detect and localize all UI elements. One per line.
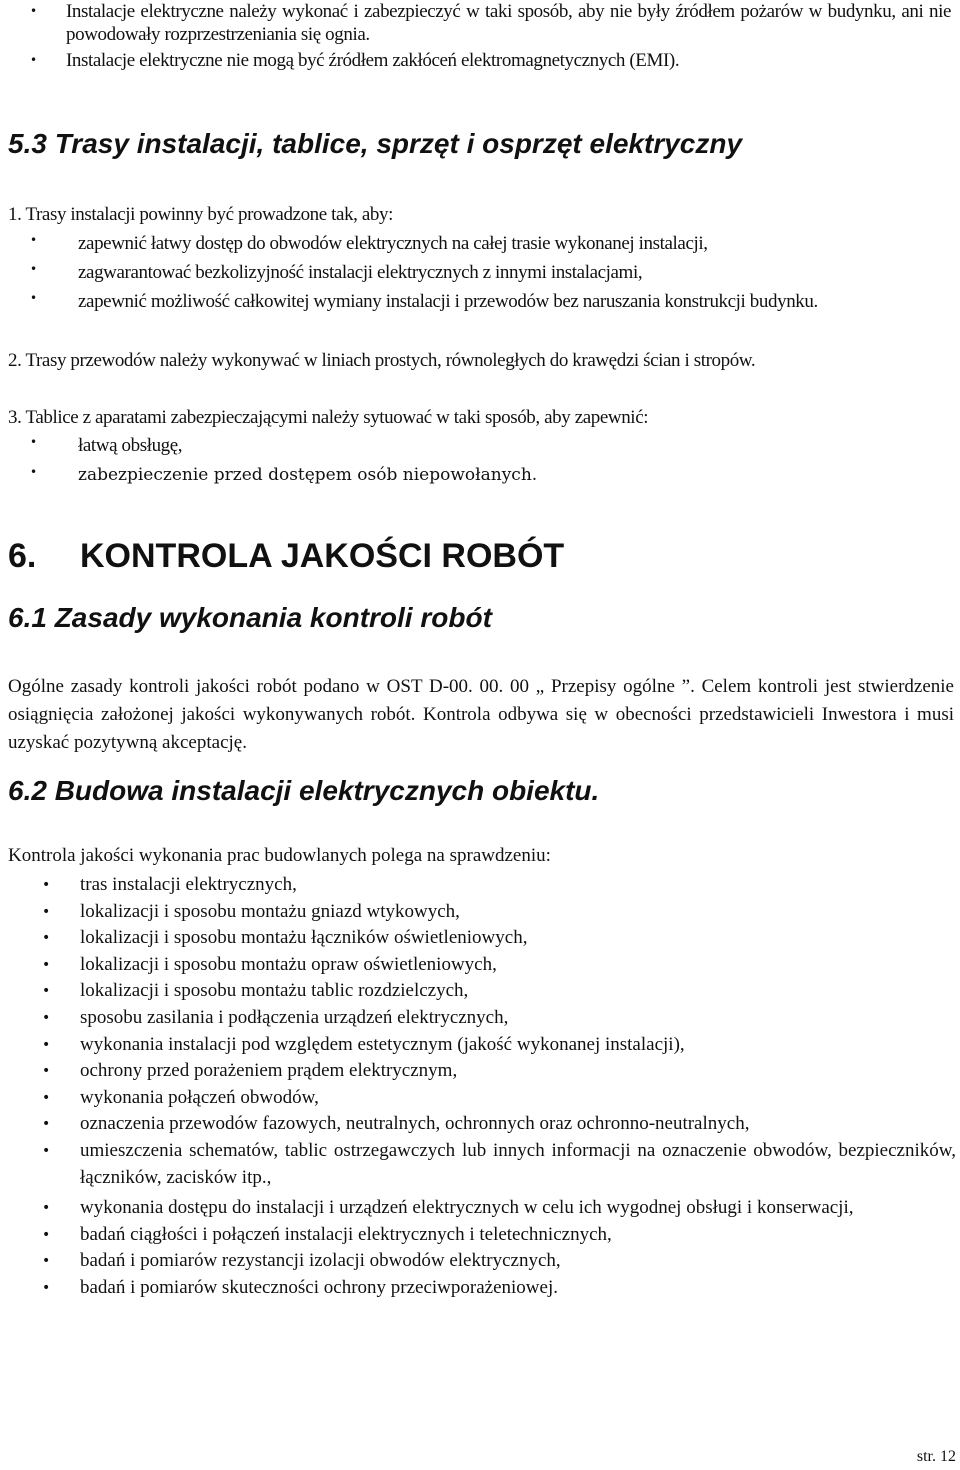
section-6-1-heading: 6.1 Zasady wykonania kontroli robót: [8, 602, 492, 633]
item-1-text: 1. Trasy instalacji powinny być prowadzone tak, aby:: [8, 204, 393, 225]
bullet-icon: •: [42, 1253, 51, 1270]
check-item-text: lokalizacji i sposobu montażu opraw oświetleniowych,: [80, 953, 497, 975]
bullet-icon: •: [42, 877, 51, 893]
item-1-bullet-text: zagwarantować bezkolizyjność instalacji elektrycznych z innymi instalacjami,: [78, 262, 643, 283]
item-3-text: 3. Tablice z aparatami zabezpieczającymi należy sytuować w taki sposób, aby zapewnić:: [8, 407, 649, 428]
section-6-2-intro: Kontrola jakości wykonania prac budowlanych polega na sprawdzeniu:: [8, 845, 551, 866]
check-item-text: wykonania połączeń obwodów,: [80, 1086, 319, 1108]
section-6-number: 6.: [8, 537, 37, 575]
list-item: [42, 1032, 956, 1059]
check-item-text: wykonania instalacji pod względem estetycznym (jakość wykonanej instalacji),: [80, 1033, 685, 1055]
item-3-bullet-list: [30, 435, 948, 495]
list-item: [30, 0, 951, 46]
bullet-icon: •: [42, 1009, 51, 1026]
check-item-text: tras instalacji elektrycznych,: [80, 874, 297, 895]
section-6-title: KONTROLA JAKOŚCI ROBÓT: [80, 537, 565, 575]
list-item: [30, 291, 948, 320]
intro-bullet-text: Instalacje elektryczne należy wykonać i zabezpieczyć w taki sposób, aby nie były źródłem pożarów w budynku, ani nie powodowały rozprzestrzeniania się ognia.: [66, 1, 951, 45]
item-1-bullet-list: [30, 233, 948, 320]
check-item-text: umieszczenia schematów, tablic ostrzegawczych lub innych informacji na oznaczenie obwodów, bezpieczników, łączników, zacisków itp.,: [80, 1139, 956, 1188]
bullet-icon: •: [30, 233, 37, 247]
bullet-icon: •: [42, 930, 51, 947]
list-item: [30, 262, 948, 291]
section-6-2-bullet-list: [42, 872, 956, 1302]
check-item-text: badań i pomiarów skuteczności ochrony przeciwporażeniowej.: [80, 1276, 558, 1298]
check-item-text: badań i pomiarów rezystancji izolacji obwodów elektrycznych,: [80, 1250, 561, 1272]
list-item: [42, 1005, 956, 1032]
list-item: [30, 435, 948, 465]
bullet-icon: •: [42, 1036, 51, 1053]
list-item: [42, 1111, 956, 1138]
list-item: [42, 899, 956, 926]
list-item: [42, 1275, 956, 1302]
bullet-icon: •: [42, 983, 51, 1000]
list-item: [42, 1138, 956, 1191]
section-5-3-heading: 5.3 Trasy instalacji, tablice, sprzęt i osprzęt elektryczny: [8, 128, 743, 159]
bullet-icon: •: [42, 1116, 51, 1133]
bullet-icon: •: [30, 465, 38, 479]
list-item: [42, 978, 956, 1005]
bullet-icon: •: [42, 1089, 51, 1106]
check-item-text: lokalizacji i sposobu montażu tablic rozdzielczych,: [80, 980, 469, 1002]
bullet-icon: •: [42, 903, 51, 920]
bullet-icon: •: [30, 291, 37, 305]
list-item: [30, 465, 948, 495]
check-item-text: badań ciągłości i połączeń instalacji elektrycznych i teletechnicznych,: [80, 1223, 612, 1245]
intro-bullet-text: Instalacje elektryczne nie mogą być źródłem zakłóceń elektromagnetycznych (EMI).: [66, 50, 680, 71]
list-item: [42, 1222, 956, 1249]
section-6-2-heading: 6.2 Budowa instalacji elektrycznych obiektu.: [8, 775, 600, 806]
bullet-icon: •: [30, 4, 37, 18]
section-6-1-paragraph: Ogólne zasady kontroli jakości robót podano w OST D-00. 00. 00 „ Przepisy ogólne ”. Celem kontroli jest stwierdzenie osiągnięcia założonej jakości wykonywanych robót. Kontrola odbywa się w obecności przedstawicieli Inwestora i musi uzyskać pozytywną akceptację.: [8, 676, 954, 753]
check-item-text: ochrony przed porażeniem prądem elektrycznym,: [80, 1060, 458, 1082]
item-3-bullet-text: łatwą obsługę,: [78, 435, 183, 456]
check-item-text: oznaczenia przewodów fazowych, neutralnych, ochronnych oraz ochronno-neutralnych,: [80, 1113, 750, 1135]
bullet-icon: •: [42, 1063, 51, 1080]
intro-bullet-list: [30, 0, 951, 72]
list-item: [42, 1248, 956, 1275]
list-item: [42, 1058, 956, 1085]
item-1-bullet-text: zapewnić możliwość całkowitej wymiany instalacji i przewodów bez naruszania konstrukcji budynku.: [78, 291, 818, 312]
item-3-bullet-text: zabezpieczenie przed dostępem osób niepowołanych.: [78, 465, 538, 485]
page-number: str. 12: [916, 1448, 956, 1465]
bullet-icon: •: [42, 1142, 51, 1159]
bullet-icon: •: [42, 1200, 51, 1217]
list-item: [42, 1195, 956, 1222]
list-item: [42, 952, 956, 979]
bullet-icon: •: [30, 53, 37, 67]
bullet-icon: •: [42, 956, 51, 973]
bullet-icon: •: [42, 1279, 51, 1296]
bullet-icon: •: [42, 1226, 51, 1243]
list-item: [42, 872, 956, 899]
check-item-text: lokalizacji i sposobu montażu gniazd wtykowych,: [80, 900, 460, 922]
list-item: [42, 1085, 956, 1112]
list-item: [30, 49, 951, 72]
item-2-text: 2. Trasy przewodów należy wykonywać w liniach prostych, równoległych do krawędzi ścian i stropów.: [8, 350, 756, 371]
bullet-icon: •: [30, 435, 37, 449]
list-item: [42, 925, 956, 952]
check-item-text: wykonania dostępu do instalacji i urządzeń elektrycznych w celu ich wygodnej obsługi i konserwacji,: [80, 1197, 854, 1219]
section-6-heading: [8, 537, 565, 576]
bullet-icon: •: [30, 262, 37, 276]
check-item-text: sposobu zasilania i podłączenia urządzeń elektrycznych,: [80, 1006, 509, 1028]
item-1-bullet-text: zapewnić łatwy dostęp do obwodów elektrycznych na całej trasie wykonanej instalacji,: [78, 233, 708, 254]
check-item-text: lokalizacji i sposobu montażu łączników oświetleniowych,: [80, 927, 528, 949]
list-item: [30, 233, 948, 262]
